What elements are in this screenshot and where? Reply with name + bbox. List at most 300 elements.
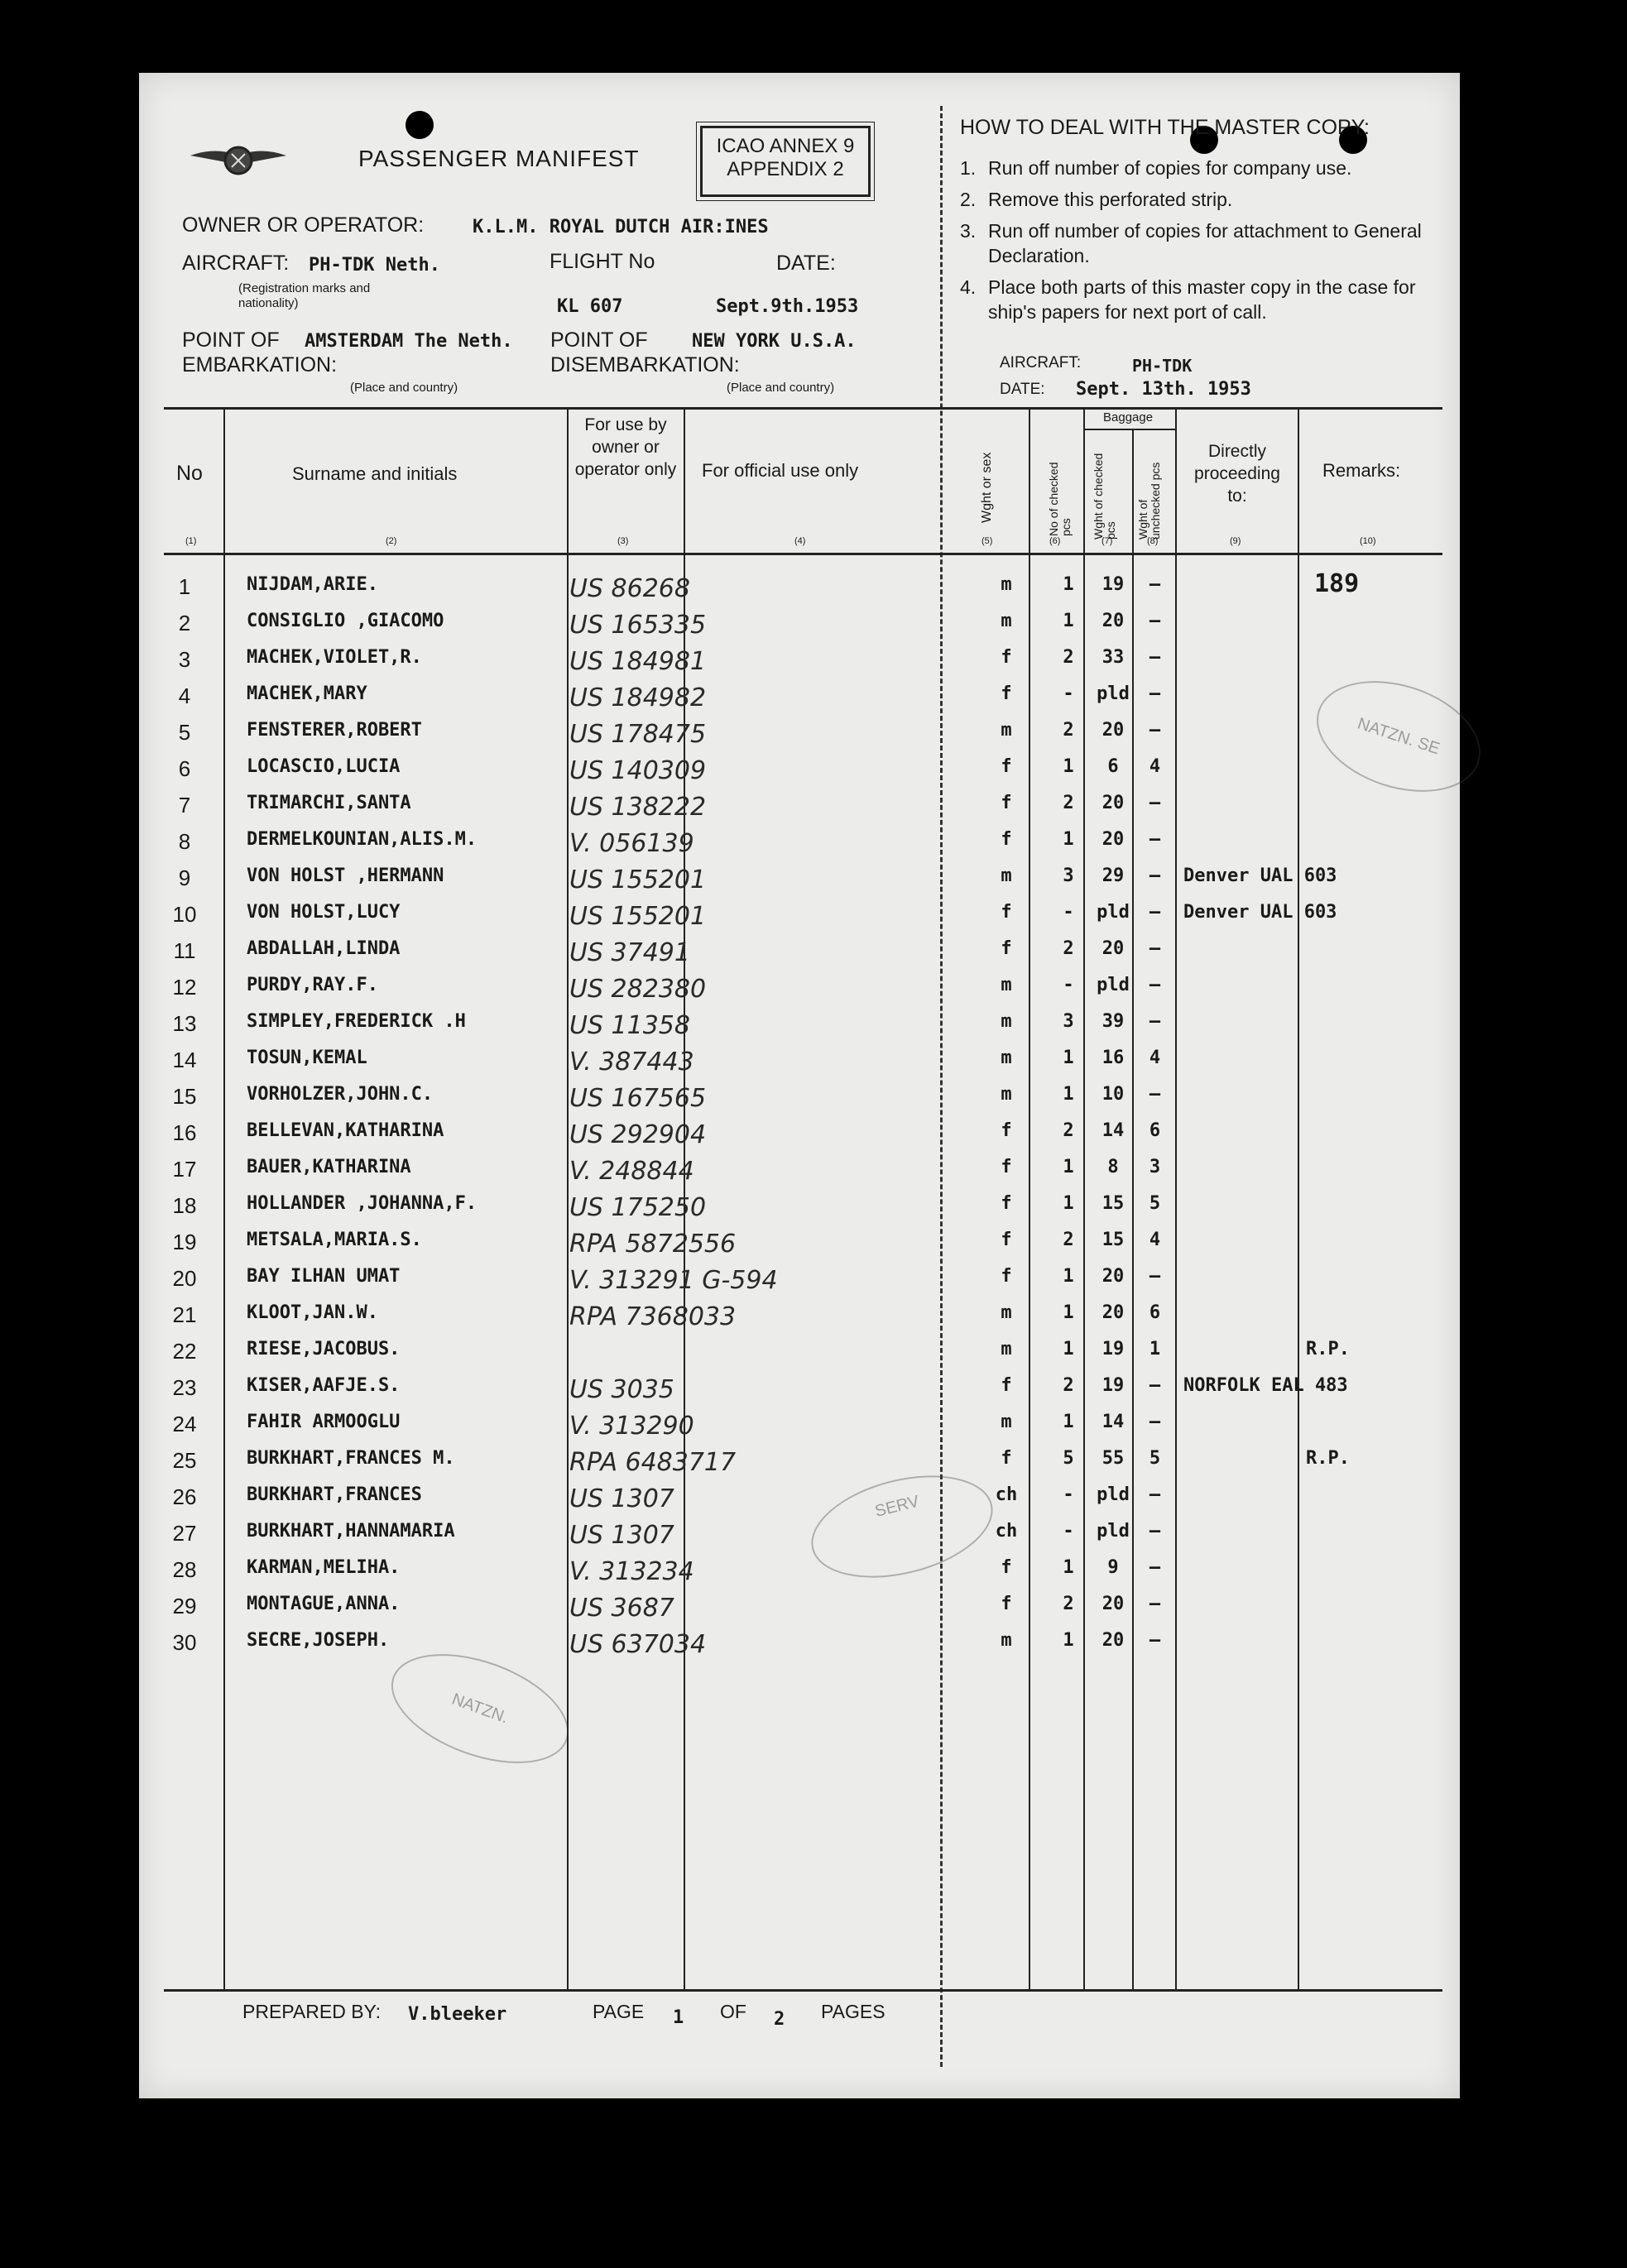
passenger-name: MONTAGUE,ANNA. <box>247 1594 401 1614</box>
passenger-sex: m <box>1001 1084 1012 1105</box>
passenger-name: LOCASCIO,LUCIA <box>247 756 401 777</box>
baggage-pieces: 1 <box>1063 756 1074 777</box>
unchecked-weight: — <box>1149 1594 1161 1614</box>
col-num-4: (4) <box>794 536 806 546</box>
passenger-name: SIMPLEY,FREDERICK .H <box>247 1011 466 1032</box>
visa-number-handwritten: US 1307 <box>569 1521 674 1550</box>
passenger-sex: m <box>1001 865 1012 886</box>
passenger-name: PURDY,RAY.F. <box>247 975 378 995</box>
unchecked-weight: 4 <box>1149 756 1161 777</box>
visa-number-handwritten: V. 056139 <box>569 829 694 858</box>
visa-number-handwritten: US 292904 <box>569 1120 707 1149</box>
visa-number-handwritten: V. 248844 <box>569 1157 694 1186</box>
passenger-sex: f <box>1001 1120 1012 1141</box>
passenger-number: 4 <box>178 683 191 708</box>
naturalization-stamp: NATZN. <box>377 1633 583 1785</box>
baggage-pieces: - <box>1063 902 1074 923</box>
baggage-weight: 6 <box>1107 756 1119 777</box>
table-row <box>139 1630 1460 1666</box>
baggage-pieces: 2 <box>1063 1375 1074 1396</box>
passenger-number: 15 <box>172 1084 197 1109</box>
passenger-number: 22 <box>172 1339 197 1364</box>
unchecked-weight: 4 <box>1149 1048 1161 1068</box>
manifest-title: PASSENGER MANIFEST <box>358 146 640 171</box>
baggage-weight: 14 <box>1101 1412 1125 1432</box>
col-num-1: (1) <box>185 536 197 546</box>
baggage-weight: 29 <box>1101 865 1125 886</box>
baggage-pieces: 1 <box>1063 1157 1074 1177</box>
table-head-border <box>164 553 1442 555</box>
passenger-number: 6 <box>178 756 191 781</box>
col-checked-wt-header: Wght of checked pcs <box>1092 453 1117 539</box>
passenger-sex: m <box>1001 1302 1012 1323</box>
baggage-pieces: 1 <box>1063 1412 1074 1432</box>
baggage-weight: 20 <box>1101 1302 1125 1323</box>
baggage-pieces: - <box>1063 975 1074 995</box>
disembark-place-note: (Place and country) <box>727 381 835 395</box>
unchecked-weight: — <box>1149 793 1161 813</box>
unchecked-weight: 1 <box>1149 1339 1161 1359</box>
col-checked-pcs-header: No of checked pcs <box>1047 462 1073 536</box>
visa-number-handwritten: V. 313290 <box>569 1412 694 1441</box>
baggage-weight: 10 <box>1101 1084 1125 1105</box>
passenger-name: VON HOLST ,HERMANN <box>247 865 444 886</box>
passenger-sex: f <box>1001 647 1012 668</box>
baggage-weight: 19 <box>1101 574 1125 595</box>
passenger-name: KLOOT,JAN.W. <box>247 1302 378 1323</box>
unchecked-weight: — <box>1149 1011 1161 1032</box>
passenger-sex: f <box>1001 793 1012 813</box>
table-row <box>139 1484 1460 1521</box>
aircraft-label: AIRCRAFT: <box>182 252 290 275</box>
baggage-weight: 14 <box>1101 1120 1125 1141</box>
visa-number-handwritten: US 1307 <box>569 1484 674 1513</box>
passenger-sex: m <box>1001 975 1012 995</box>
table-row <box>139 1193 1460 1230</box>
unchecked-weight: 6 <box>1149 1302 1161 1323</box>
table-row <box>139 1375 1460 1412</box>
unchecked-weight: 4 <box>1149 1230 1161 1250</box>
unchecked-weight: — <box>1149 1557 1161 1578</box>
baggage-weight: 9 <box>1107 1557 1119 1578</box>
baggage-pieces: 2 <box>1063 1120 1074 1141</box>
passenger-name: KISER,AAFJE.S. <box>247 1375 401 1396</box>
baggage-weight: 20 <box>1101 1266 1125 1287</box>
passenger-number: 9 <box>178 865 191 890</box>
passenger-sex: m <box>1001 720 1012 741</box>
baggage-pieces: 1 <box>1063 1048 1074 1068</box>
passenger-number: 25 <box>172 1448 197 1473</box>
annex-line2: APPENDIX 2 <box>727 158 844 180</box>
table-row <box>139 1448 1460 1484</box>
passenger-name: HOLLANDER ,JOHANNA,F. <box>247 1193 478 1214</box>
passenger-name: KARMAN,MELIHA. <box>247 1557 401 1578</box>
remarks: 189 <box>1314 569 1360 598</box>
annex-line1: ICAO ANNEX 9 <box>716 135 855 157</box>
destination: Denver UAL 603 <box>1183 902 1337 923</box>
passenger-sex: f <box>1001 1193 1012 1214</box>
baggage-weight: pld <box>1097 1521 1130 1542</box>
col-num-10: (10) <box>1360 536 1376 546</box>
col-owner-header: For use by owner or operator only <box>574 415 677 479</box>
baggage-pieces: - <box>1063 1484 1074 1505</box>
baggage-weight: 15 <box>1101 1230 1125 1250</box>
prepared-label: PREPARED BY: <box>242 2001 382 2022</box>
table-row <box>139 1120 1460 1157</box>
table-row <box>139 1557 1460 1594</box>
right-aircraft-value: PH-TDK <box>1132 356 1193 376</box>
destination: NORFOLK EAL 483 <box>1183 1375 1348 1396</box>
passenger-sex: f <box>1001 756 1012 777</box>
passenger-number: 27 <box>172 1521 197 1546</box>
disembark-label: POINT OF DISEMBARKATION: <box>550 328 740 376</box>
baggage-pieces: 5 <box>1063 1448 1074 1469</box>
visa-number-handwritten: US 167565 <box>569 1084 707 1113</box>
col-official-header: For official use only <box>702 460 859 481</box>
passenger-name: VORHOLZER,JOHN.C. <box>247 1084 434 1105</box>
passenger-number: 28 <box>172 1557 197 1582</box>
table-top-border <box>164 407 1442 410</box>
table-row <box>139 1011 1460 1048</box>
visa-number-handwritten: RPA 7368033 <box>569 1302 737 1331</box>
table-row <box>139 793 1460 829</box>
baggage-pieces: 2 <box>1063 1594 1074 1614</box>
table-row <box>139 756 1460 793</box>
visa-number-handwritten: US 178475 <box>569 720 707 749</box>
passenger-sex: f <box>1001 683 1012 704</box>
baggage-divider <box>1083 429 1175 430</box>
visa-number-handwritten: US 3035 <box>569 1375 674 1404</box>
instruction-1: Run off number of copies for company use. <box>988 157 1352 179</box>
passenger-sex: m <box>1001 1011 1012 1032</box>
passenger-sex: f <box>1001 1594 1012 1614</box>
col-no-header: No <box>176 462 203 485</box>
unchecked-weight: — <box>1149 1521 1161 1542</box>
unchecked-weight: — <box>1149 829 1161 850</box>
unchecked-weight: — <box>1149 720 1161 741</box>
baggage-pieces: - <box>1063 683 1074 704</box>
unchecked-weight: 5 <box>1149 1448 1161 1469</box>
passenger-name: RIESE,JACOBUS. <box>247 1339 401 1359</box>
of-value: 2 <box>774 2009 785 2030</box>
table-row <box>139 611 1460 647</box>
table-row <box>139 720 1460 756</box>
baggage-pieces: 2 <box>1063 720 1074 741</box>
col-surname-header: Surname and initials <box>292 463 458 484</box>
passenger-number: 12 <box>172 975 197 1000</box>
baggage-weight: pld <box>1097 902 1130 923</box>
passenger-name: BELLEVAN,KATHARINA <box>247 1120 444 1141</box>
visa-number-handwritten: V. 313291 G-594 <box>569 1266 778 1295</box>
unchecked-weight: — <box>1149 975 1161 995</box>
table-row <box>139 1339 1460 1375</box>
table-row <box>139 1412 1460 1448</box>
table-row <box>139 1084 1460 1120</box>
passenger-sex: f <box>1001 902 1012 923</box>
baggage-weight: 20 <box>1101 1594 1125 1614</box>
passenger-sex: f <box>1001 938 1012 959</box>
passenger-sex: ch <box>995 1521 1018 1542</box>
visa-number-handwritten: US 140309 <box>569 756 707 785</box>
unchecked-weight: — <box>1149 647 1161 668</box>
remarks: R.P. <box>1306 1448 1350 1469</box>
right-date-label: DATE: <box>1000 381 1045 398</box>
right-aircraft-label: AIRCRAFT: <box>1000 354 1082 372</box>
baggage-pieces: 2 <box>1063 1230 1074 1250</box>
passenger-number: 11 <box>173 938 196 963</box>
passenger-name: BURKHART,HANNAMARIA <box>247 1521 455 1542</box>
passenger-name: DERMELKOUNIAN,ALIS.M. <box>247 829 478 850</box>
baggage-weight: 20 <box>1101 1630 1125 1651</box>
passenger-name: BAUER,KATHARINA <box>247 1157 411 1177</box>
table-row <box>139 975 1460 1011</box>
passenger-name: MACHEK,MARY <box>247 683 367 704</box>
baggage-weight: pld <box>1097 1484 1130 1505</box>
table-row <box>139 1266 1460 1302</box>
unchecked-weight: — <box>1149 1412 1161 1432</box>
unchecked-weight: — <box>1149 683 1161 704</box>
unchecked-weight: 3 <box>1149 1157 1161 1177</box>
passenger-name: TRIMARCHI,SANTA <box>247 793 411 813</box>
passenger-number: 13 <box>172 1011 197 1036</box>
aircraft-note: (Registration marks and nationality) <box>238 281 371 310</box>
passenger-number: 24 <box>172 1412 197 1436</box>
owner-value: K.L.M. ROYAL DUTCH AIR:INES <box>473 217 769 237</box>
of-label: OF <box>720 2001 746 2022</box>
destination: Denver UAL 603 <box>1183 865 1337 886</box>
table-row <box>139 569 1460 611</box>
col-remarks-header: Remarks: <box>1322 460 1401 481</box>
baggage-pieces: 3 <box>1063 865 1074 886</box>
baggage-pieces: 1 <box>1063 1302 1074 1323</box>
baggage-weight: 8 <box>1107 1157 1119 1177</box>
unchecked-weight: — <box>1149 1484 1161 1505</box>
passenger-number: 2 <box>178 611 191 635</box>
passenger-number: 29 <box>172 1594 197 1618</box>
col-sex-header: Wght or sex <box>980 452 994 523</box>
visa-number-handwritten: US 637034 <box>569 1630 707 1659</box>
visa-number-handwritten: US 3687 <box>569 1594 674 1623</box>
table-row <box>139 1157 1460 1193</box>
baggage-weight: 20 <box>1101 611 1125 631</box>
pages-label: PAGES <box>821 2001 885 2022</box>
baggage-weight: 20 <box>1101 793 1125 813</box>
col-num-2: (2) <box>386 536 397 546</box>
baggage-pieces: 1 <box>1063 1557 1074 1578</box>
passenger-number: 18 <box>172 1193 197 1218</box>
baggage-pieces: 1 <box>1063 1193 1074 1214</box>
col-num-6: (6) <box>1049 536 1061 546</box>
baggage-weight: 19 <box>1101 1339 1125 1359</box>
baggage-weight: 39 <box>1101 1011 1125 1032</box>
visa-number-handwritten: US 155201 <box>569 865 707 894</box>
visa-number-handwritten: RPA 5872556 <box>569 1230 737 1259</box>
icao-annex-box <box>700 126 871 197</box>
passenger-sex: ch <box>995 1484 1018 1505</box>
baggage-weight: 20 <box>1101 829 1125 850</box>
passenger-number: 30 <box>172 1630 197 1655</box>
visa-number-handwritten: US 37491 <box>569 938 690 967</box>
passenger-sex: m <box>1001 1048 1012 1068</box>
unchecked-weight: — <box>1149 938 1161 959</box>
baggage-pieces: 3 <box>1063 1011 1074 1032</box>
remarks: R.P. <box>1306 1339 1350 1359</box>
passenger-sex: f <box>1001 829 1012 850</box>
col-num-5: (5) <box>981 536 993 546</box>
right-date-value: Sept. 13th. 1953 <box>1076 379 1251 400</box>
col-unchecked-wt-header: Wght of unchecked pcs <box>1136 462 1162 539</box>
visa-number-handwritten: US 282380 <box>569 975 707 1004</box>
visa-number-handwritten: US 138222 <box>569 793 707 822</box>
passenger-number: 23 <box>172 1375 197 1400</box>
unchecked-weight: — <box>1149 1375 1161 1396</box>
col-num-8: (8) <box>1147 536 1159 546</box>
instruction-4: Place both parts of this master copy in the case for ship's papers for next port of call. <box>988 276 1416 323</box>
unchecked-weight: — <box>1149 611 1161 631</box>
baggage-weight: 20 <box>1101 720 1125 741</box>
baggage-pieces: 1 <box>1063 1630 1074 1651</box>
unchecked-weight: — <box>1149 1630 1161 1651</box>
passenger-number: 1 <box>178 574 191 599</box>
baggage-pieces: 1 <box>1063 1084 1074 1105</box>
baggage-pieces: 1 <box>1063 829 1074 850</box>
baggage-pieces: - <box>1063 1521 1074 1542</box>
instruction-2: Remove this perforated strip. <box>988 189 1233 210</box>
passenger-name: FENSTERER,ROBERT <box>247 720 422 741</box>
visa-number-handwritten: V. 313234 <box>569 1557 694 1586</box>
passenger-name: BAY ILHAN UMAT <box>247 1266 401 1287</box>
baggage-weight: 19 <box>1101 1375 1125 1396</box>
baggage-weight: 16 <box>1101 1048 1125 1068</box>
unchecked-weight: — <box>1149 1084 1161 1105</box>
passenger-name: BURKHART,FRANCES <box>247 1484 422 1505</box>
passenger-sex: m <box>1001 1630 1012 1651</box>
passenger-sex: f <box>1001 1266 1012 1287</box>
passenger-sex: m <box>1001 611 1012 631</box>
aircraft-value: PH-TDK Neth. <box>309 255 440 276</box>
table-row <box>139 1302 1460 1339</box>
passenger-name: FAHIR ARMOOGLU <box>247 1412 401 1432</box>
passenger-name: METSALA,MARIA.S. <box>247 1230 422 1250</box>
table-row <box>139 902 1460 938</box>
flight-value: KL 607 <box>557 296 623 317</box>
passenger-number: 7 <box>178 793 191 818</box>
manifest-page <box>139 73 1460 2098</box>
embark-value: AMSTERDAM The Neth. <box>305 331 513 352</box>
passenger-number: 3 <box>178 647 191 672</box>
baggage-weight: 33 <box>1101 647 1125 668</box>
instructions-title: HOW TO DEAL WITH THE MASTER COPY: <box>960 116 1370 139</box>
table-row <box>139 938 1460 975</box>
table-row <box>139 683 1460 720</box>
klm-logo-icon <box>189 131 288 189</box>
baggage-pieces: 1 <box>1063 611 1074 631</box>
col-directly-header: Directly proceeding to: <box>1194 442 1280 506</box>
table-row <box>139 1521 1460 1557</box>
baggage-weight: 20 <box>1101 938 1125 959</box>
service-stamp: SERV <box>801 1459 1004 1595</box>
passenger-name: NIJDAM,ARIE. <box>247 574 378 595</box>
instructions-list: 1. Run off number of copies for company use. 2. Remove this perforated strip. 3. Run off number of copies for attachment to General Declaration. 4. Place both parts of this master copy in the case for ship's papers for next port of call. <box>960 156 1440 324</box>
visa-number-handwritten: V. 387443 <box>569 1048 694 1076</box>
passenger-number: 16 <box>172 1120 197 1145</box>
naturalization-stamp: NATZN. SE <box>1303 662 1495 812</box>
unchecked-weight: — <box>1149 902 1161 923</box>
visa-number-handwritten: US 155201 <box>569 902 707 931</box>
col-num-7: (7) <box>1101 536 1113 546</box>
baggage-weight: pld <box>1097 683 1130 704</box>
disembark-value: NEW YORK U.S.A. <box>692 331 857 352</box>
visa-number-handwritten: US 11358 <box>569 1011 690 1040</box>
unchecked-weight: — <box>1149 1266 1161 1287</box>
passenger-number: 19 <box>172 1230 197 1254</box>
passenger-sex: f <box>1001 1230 1012 1250</box>
passenger-name: ABDALLAH,LINDA <box>247 938 401 959</box>
flight-label: FLIGHT No <box>550 250 655 273</box>
passenger-name: VON HOLST,LUCY <box>247 902 401 923</box>
baggage-pieces: 2 <box>1063 793 1074 813</box>
page-label: PAGE <box>593 2001 645 2022</box>
passenger-number: 5 <box>178 720 191 745</box>
passenger-sex: m <box>1001 1339 1012 1359</box>
baggage-weight: pld <box>1097 975 1130 995</box>
visa-number-handwritten: US 86268 <box>569 574 690 603</box>
page-value: 1 <box>673 2007 684 2028</box>
passenger-name: TOSUN,KEMAL <box>247 1048 367 1068</box>
baggage-weight: 55 <box>1101 1448 1125 1469</box>
visa-number-handwritten: US 184982 <box>569 683 707 712</box>
col-baggage-header: Baggage <box>1103 410 1154 424</box>
passenger-name: SECRE,JOSEPH. <box>247 1630 390 1651</box>
baggage-weight: 15 <box>1101 1193 1125 1214</box>
owner-label: OWNER OR OPERATOR: <box>182 213 425 237</box>
baggage-pieces: 1 <box>1063 1266 1074 1287</box>
date-value: Sept.9th.1953 <box>716 296 859 317</box>
baggage-pieces: 2 <box>1063 647 1074 668</box>
visa-number-handwritten: RPA 6483717 <box>569 1448 737 1477</box>
passenger-sex: f <box>1001 1375 1012 1396</box>
table-row <box>139 1230 1460 1266</box>
col-num-9: (9) <box>1230 536 1241 546</box>
unchecked-weight: — <box>1149 574 1161 595</box>
baggage-pieces: 2 <box>1063 938 1074 959</box>
passenger-name: BURKHART,FRANCES M. <box>247 1448 455 1469</box>
passenger-sex: f <box>1001 1448 1012 1469</box>
passenger-sex: f <box>1001 1157 1012 1177</box>
table-row <box>139 865 1460 902</box>
passenger-sex: m <box>1001 574 1012 595</box>
table-row <box>139 647 1460 683</box>
passenger-name: MACHEK,VIOLET,R. <box>247 647 422 668</box>
unchecked-weight: 6 <box>1149 1120 1161 1141</box>
passenger-number: 8 <box>178 829 191 854</box>
visa-number-handwritten: US 184981 <box>569 647 707 676</box>
passenger-number: 17 <box>172 1157 197 1182</box>
passenger-number: 10 <box>172 902 197 927</box>
baggage-pieces: 1 <box>1063 1339 1074 1359</box>
punch-hole <box>406 111 434 139</box>
visa-number-handwritten: US 165335 <box>569 611 707 640</box>
passenger-number: 21 <box>172 1302 197 1327</box>
date-label: DATE: <box>776 252 836 275</box>
unchecked-weight: 5 <box>1149 1193 1161 1214</box>
table-row <box>139 829 1460 865</box>
unchecked-weight: — <box>1149 865 1161 886</box>
instruction-3: Run off number of copies for attachment to General Declaration. <box>988 220 1422 266</box>
passenger-number: 26 <box>172 1484 197 1509</box>
passenger-number: 14 <box>172 1048 197 1072</box>
prepared-value: V.bleeker <box>408 2004 507 2025</box>
